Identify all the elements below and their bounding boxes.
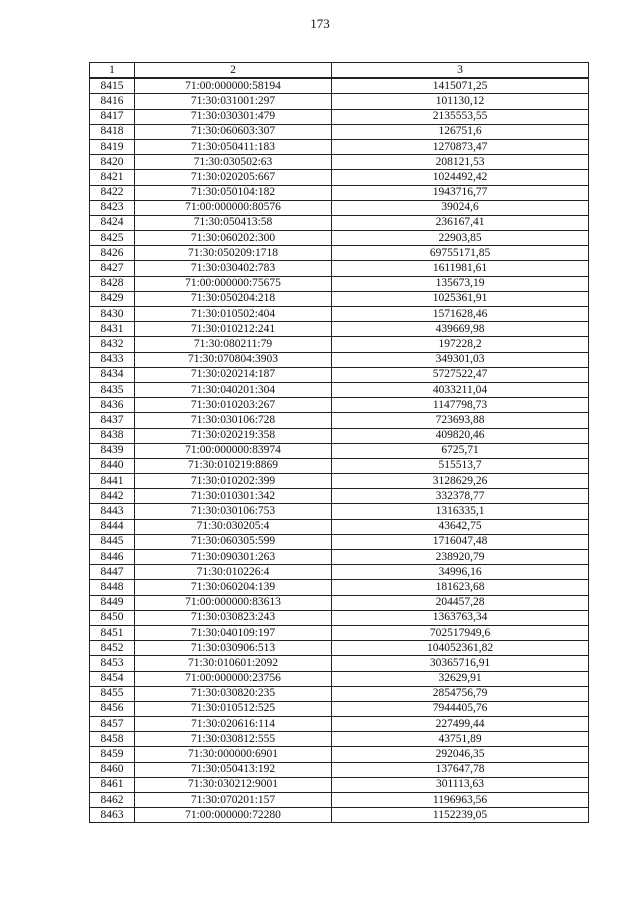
- table-row: [90, 231, 589, 246]
- table-row: [90, 641, 589, 656]
- value-cell: 197228,2: [332, 337, 589, 352]
- table-row: [90, 307, 589, 322]
- column-header-3: 3: [332, 63, 589, 79]
- row-number-cell: 8441: [90, 474, 135, 489]
- table-row: [90, 276, 589, 291]
- cadastral-number-cell: 71:30:010202:399: [135, 474, 332, 489]
- registry-table: [89, 62, 589, 823]
- table-row: [90, 550, 589, 565]
- value-cell: 227499,44: [332, 717, 589, 732]
- value-cell: 1716047,48: [332, 534, 589, 549]
- table-row: [90, 94, 589, 109]
- row-number-cell: 8423: [90, 200, 135, 215]
- cadastral-number-cell: 71:30:030812:555: [135, 732, 332, 747]
- table-row: [90, 534, 589, 549]
- value-cell: 515513,7: [332, 458, 589, 473]
- row-number-cell: 8416: [90, 94, 135, 109]
- table-row: [90, 595, 589, 610]
- value-cell: 1415071,25: [332, 78, 589, 94]
- value-cell: 292046,35: [332, 747, 589, 762]
- table-row: [90, 686, 589, 701]
- cadastral-number-cell: 71:30:050209:1718: [135, 246, 332, 261]
- row-number-cell: 8445: [90, 534, 135, 549]
- row-number-cell: 8419: [90, 139, 135, 154]
- column-header-1: 1: [90, 63, 135, 79]
- cadastral-number-cell: 71:30:060603:307: [135, 124, 332, 139]
- cadastral-number-cell: 71:00:000000:83974: [135, 443, 332, 458]
- value-cell: 5727522,47: [332, 367, 589, 382]
- table-row: [90, 185, 589, 200]
- cadastral-number-cell: 71:30:000000:6901: [135, 747, 332, 762]
- row-number-cell: 8459: [90, 747, 135, 762]
- table-row: [90, 428, 589, 443]
- row-number-cell: 8433: [90, 352, 135, 367]
- cadastral-number-cell: 71:00:000000:80576: [135, 200, 332, 215]
- cadastral-number-cell: 71:30:030205:4: [135, 519, 332, 534]
- table-row: [90, 139, 589, 154]
- value-cell: 204457,28: [332, 595, 589, 610]
- row-number-cell: 8443: [90, 504, 135, 519]
- cadastral-number-cell: 71:30:030823:243: [135, 610, 332, 625]
- page-number: 173: [310, 16, 330, 31]
- row-number-cell: 8417: [90, 109, 135, 124]
- row-number-cell: 8431: [90, 322, 135, 337]
- table-body: [90, 78, 589, 823]
- cadastral-number-cell: 71:30:050411:183: [135, 139, 332, 154]
- table-row: [90, 155, 589, 170]
- value-cell: 409820,46: [332, 428, 589, 443]
- row-number-cell: 8444: [90, 519, 135, 534]
- table-row: [90, 610, 589, 625]
- row-number-cell: 8450: [90, 610, 135, 625]
- table-row: [90, 413, 589, 428]
- row-number-cell: 8455: [90, 686, 135, 701]
- value-cell: 6725,71: [332, 443, 589, 458]
- cadastral-number-cell: 71:30:040201:304: [135, 382, 332, 397]
- cadastral-number-cell: 71:30:020214:187: [135, 367, 332, 382]
- table-row: [90, 671, 589, 686]
- row-number-cell: 8426: [90, 246, 135, 261]
- value-cell: 2135553,55: [332, 109, 589, 124]
- cadastral-number-cell: 71:30:020219:358: [135, 428, 332, 443]
- value-cell: 1025361,91: [332, 291, 589, 306]
- cadastral-number-cell: 71:30:030402:783: [135, 261, 332, 276]
- table-row: [90, 78, 589, 94]
- row-number-cell: 8449: [90, 595, 135, 610]
- table-row: [90, 732, 589, 747]
- value-cell: 1147798,73: [332, 398, 589, 413]
- table-row: [90, 793, 589, 808]
- table-row: [90, 777, 589, 792]
- value-cell: 723693,88: [332, 413, 589, 428]
- table-row: [90, 504, 589, 519]
- table-row: [90, 337, 589, 352]
- row-number-cell: 8435: [90, 382, 135, 397]
- cadastral-number-cell: 71:30:030106:728: [135, 413, 332, 428]
- row-number-cell: 8451: [90, 625, 135, 640]
- value-cell: 22903,85: [332, 231, 589, 246]
- cadastral-number-cell: 71:30:010219:8869: [135, 458, 332, 473]
- value-cell: 1152239,05: [332, 808, 589, 823]
- row-number-cell: 8424: [90, 215, 135, 230]
- row-number-cell: 8463: [90, 808, 135, 823]
- table-row: [90, 474, 589, 489]
- row-number-cell: 8460: [90, 762, 135, 777]
- row-number-cell: 8439: [90, 443, 135, 458]
- table-row: [90, 352, 589, 367]
- table-header-row: [90, 63, 589, 79]
- cadastral-number-cell: 71:30:020205:667: [135, 170, 332, 185]
- row-number-cell: 8453: [90, 656, 135, 671]
- cadastral-number-cell: 71:30:050204:218: [135, 291, 332, 306]
- table-row: [90, 398, 589, 413]
- table-row: [90, 625, 589, 640]
- row-number-cell: 8461: [90, 777, 135, 792]
- value-cell: 30365716,91: [332, 656, 589, 671]
- row-number-cell: 8420: [90, 155, 135, 170]
- row-number-cell: 8437: [90, 413, 135, 428]
- cadastral-number-cell: 71:30:031001:297: [135, 94, 332, 109]
- row-number-cell: 8418: [90, 124, 135, 139]
- row-number-cell: 8458: [90, 732, 135, 747]
- row-number-cell: 8421: [90, 170, 135, 185]
- value-cell: 301113,63: [332, 777, 589, 792]
- table-row: [90, 170, 589, 185]
- cadastral-number-cell: 71:30:010212:241: [135, 322, 332, 337]
- table-row: [90, 246, 589, 261]
- row-number-cell: 8456: [90, 701, 135, 716]
- row-number-cell: 8448: [90, 580, 135, 595]
- row-number-cell: 8415: [90, 78, 135, 94]
- cadastral-number-cell: 71:30:020616:114: [135, 717, 332, 732]
- row-number-cell: 8422: [90, 185, 135, 200]
- cadastral-number-cell: 71:00:000000:72280: [135, 808, 332, 823]
- table-row: [90, 109, 589, 124]
- value-cell: 1571628,46: [332, 307, 589, 322]
- cadastral-number-cell: 71:30:090301:263: [135, 550, 332, 565]
- cadastral-number-cell: 71:30:030106:753: [135, 504, 332, 519]
- table-row: [90, 382, 589, 397]
- cadastral-number-cell: 71:30:050104:182: [135, 185, 332, 200]
- value-cell: 43751,89: [332, 732, 589, 747]
- cadastral-number-cell: 71:30:010301:342: [135, 489, 332, 504]
- value-cell: 181623,68: [332, 580, 589, 595]
- row-number-cell: 8429: [90, 291, 135, 306]
- value-cell: 1270873,47: [332, 139, 589, 154]
- value-cell: 32629,91: [332, 671, 589, 686]
- cadastral-number-cell: 71:30:060204:139: [135, 580, 332, 595]
- value-cell: 1196963,56: [332, 793, 589, 808]
- value-cell: 39024,6: [332, 200, 589, 215]
- row-number-cell: 8442: [90, 489, 135, 504]
- table-row: [90, 261, 589, 276]
- value-cell: 1943716,77: [332, 185, 589, 200]
- table-row: [90, 717, 589, 732]
- value-cell: 69755171,85: [332, 246, 589, 261]
- row-number-cell: 8430: [90, 307, 135, 322]
- value-cell: 702517949,6: [332, 625, 589, 640]
- cadastral-number-cell: 71:30:030820:235: [135, 686, 332, 701]
- cadastral-number-cell: 71:30:010502:404: [135, 307, 332, 322]
- value-cell: 137647,78: [332, 762, 589, 777]
- cadastral-number-cell: 71:00:000000:75675: [135, 276, 332, 291]
- table-row: [90, 565, 589, 580]
- value-cell: 7944405,76: [332, 701, 589, 716]
- cadastral-number-cell: 71:00:000000:83613: [135, 595, 332, 610]
- value-cell: 1363763,34: [332, 610, 589, 625]
- cadastral-number-cell: 71:30:010203:267: [135, 398, 332, 413]
- table-row: [90, 762, 589, 777]
- row-number-cell: 8446: [90, 550, 135, 565]
- cadastral-number-cell: 71:30:050413:58: [135, 215, 332, 230]
- row-number-cell: 8454: [90, 671, 135, 686]
- row-number-cell: 8440: [90, 458, 135, 473]
- row-number-cell: 8428: [90, 276, 135, 291]
- value-cell: 1316335,1: [332, 504, 589, 519]
- table-row: [90, 747, 589, 762]
- table-row: [90, 322, 589, 337]
- table-row: [90, 489, 589, 504]
- value-cell: 208121,53: [332, 155, 589, 170]
- row-number-cell: 8438: [90, 428, 135, 443]
- value-cell: 349301,03: [332, 352, 589, 367]
- table-row: [90, 458, 589, 473]
- value-cell: 236167,41: [332, 215, 589, 230]
- row-number-cell: 8425: [90, 231, 135, 246]
- value-cell: 104052361,82: [332, 641, 589, 656]
- value-cell: 332378,77: [332, 489, 589, 504]
- table-row: [90, 443, 589, 458]
- cadastral-number-cell: 71:30:030301:479: [135, 109, 332, 124]
- cadastral-number-cell: 71:30:010512:525: [135, 701, 332, 716]
- value-cell: 439669,98: [332, 322, 589, 337]
- cadastral-number-cell: 71:30:040109:197: [135, 625, 332, 640]
- row-number-cell: 8432: [90, 337, 135, 352]
- table-row: [90, 124, 589, 139]
- value-cell: 135673,19: [332, 276, 589, 291]
- table-row: [90, 808, 589, 823]
- column-header-2: 2: [135, 63, 332, 79]
- value-cell: 43642,75: [332, 519, 589, 534]
- cadastral-number-cell: 71:30:050413:192: [135, 762, 332, 777]
- cadastral-number-cell: 71:00:000000:23756: [135, 671, 332, 686]
- row-number-cell: 8436: [90, 398, 135, 413]
- row-number-cell: 8452: [90, 641, 135, 656]
- row-number-cell: 8447: [90, 565, 135, 580]
- value-cell: 238920,79: [332, 550, 589, 565]
- table-row: [90, 367, 589, 382]
- value-cell: 126751,6: [332, 124, 589, 139]
- cadastral-number-cell: 71:00:000000:58194: [135, 78, 332, 94]
- value-cell: 101130,12: [332, 94, 589, 109]
- value-cell: 1611981,61: [332, 261, 589, 276]
- cadastral-number-cell: 71:30:060202:300: [135, 231, 332, 246]
- table-row: [90, 215, 589, 230]
- row-number-cell: 8427: [90, 261, 135, 276]
- cadastral-number-cell: 71:30:030502:63: [135, 155, 332, 170]
- cadastral-number-cell: 71:30:010601:2092: [135, 656, 332, 671]
- row-number-cell: 8462: [90, 793, 135, 808]
- table-row: [90, 291, 589, 306]
- row-number-cell: 8434: [90, 367, 135, 382]
- table-row: [90, 656, 589, 671]
- value-cell: 3128629,26: [332, 474, 589, 489]
- value-cell: 4033211,04: [332, 382, 589, 397]
- value-cell: 34996,16: [332, 565, 589, 580]
- cadastral-number-cell: 71:30:010226:4: [135, 565, 332, 580]
- cadastral-number-cell: 71:30:030212:9001: [135, 777, 332, 792]
- table-row: [90, 200, 589, 215]
- value-cell: 2854756,79: [332, 686, 589, 701]
- cadastral-number-cell: 71:30:070201:157: [135, 793, 332, 808]
- cadastral-number-cell: 71:30:070804:3903: [135, 352, 332, 367]
- value-cell: 1024492,42: [332, 170, 589, 185]
- row-number-cell: 8457: [90, 717, 135, 732]
- cadastral-number-cell: 71:30:030906:513: [135, 641, 332, 656]
- table-row: [90, 701, 589, 716]
- table-row: [90, 580, 589, 595]
- cadastral-number-cell: 71:30:080211:79: [135, 337, 332, 352]
- cadastral-number-cell: 71:30:060305:599: [135, 534, 332, 549]
- table-row: [90, 519, 589, 534]
